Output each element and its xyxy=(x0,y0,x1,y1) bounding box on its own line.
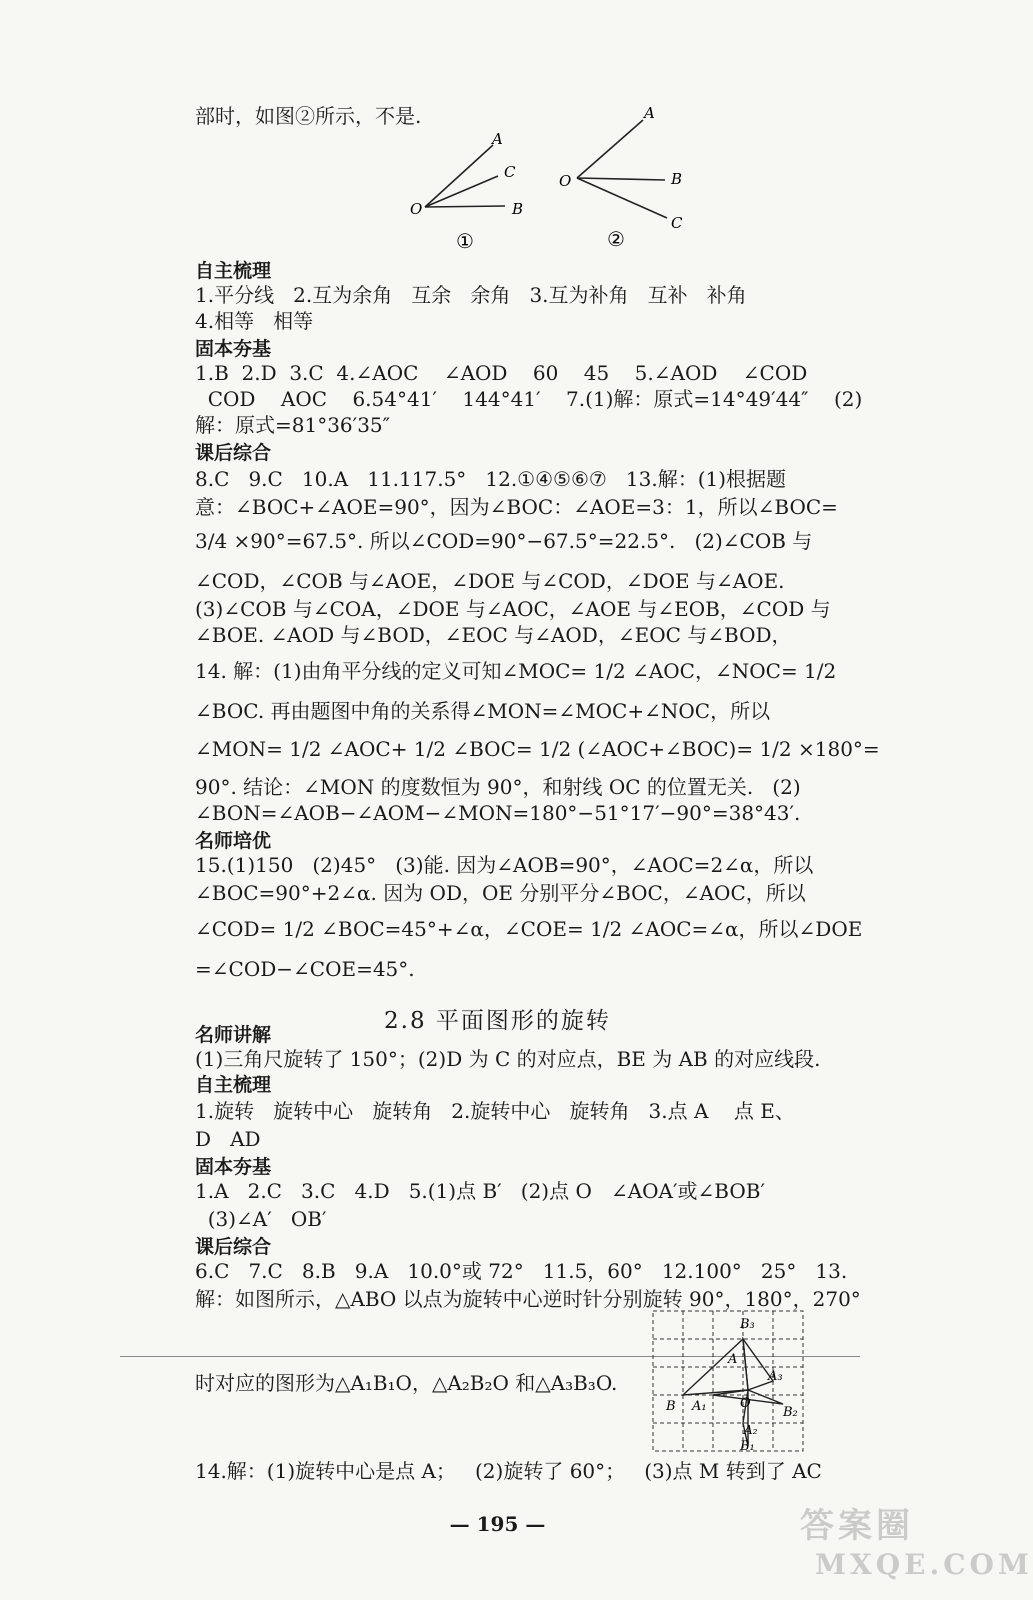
angle-figure-1 xyxy=(400,120,550,255)
answer-line: (3)∠COB 与∠COA，∠DOE 与∠AOC，∠AOE 与∠EOB，∠COD 与 xyxy=(195,597,831,621)
answer-line: 14. 解：(1)由角平分线的定义可知∠MOC= 1/2 ∠AOC，∠NOC= 1/2 xyxy=(195,659,837,683)
answer-line: ∠BOC=90°+2∠α. 因为 OD，OE 分别平分∠BOC，∠AOC，所以 xyxy=(195,881,806,905)
section-heading: 课后综合 xyxy=(195,1236,272,1258)
answer-line: 4.相等 相等 xyxy=(195,309,314,333)
fig2-label-b: B xyxy=(671,170,683,188)
answer-line: 解：如图所示，△ABO 以点为旋转中心逆时针分别旋转 90°，180°，270° xyxy=(195,1287,861,1311)
answer-line: D AD xyxy=(195,1127,261,1151)
answer-line: ∠BOE. ∠AOD 与∠BOD，∠EOC 与∠AOD，∠EOC 与∠BOD， xyxy=(195,623,792,647)
answer-line: 1.旋转 旋转中心 旋转角 2.旋转中心 旋转角 3.点 A 点 E、 xyxy=(195,1099,795,1123)
answer-line: 15.(1)150 (2)45° (3)能. 因为∠AOB=90°，∠AOC=2∠α，所以 xyxy=(195,853,814,877)
grid-label-o: O xyxy=(740,1396,751,1411)
grid-label-a1: A₁ xyxy=(692,1399,707,1414)
section-heading: 自主梳理 xyxy=(195,260,272,282)
angle-figure-2 xyxy=(555,100,705,250)
answer-line: 1.平分线 2.互为余角 互余 余角 3.互为补角 互补 补角 xyxy=(195,283,747,307)
answer-line: 8.C 9.C 10.A 11.117.5° 12.①④⑤⑥⑦ 13.解：(1)根据题 xyxy=(195,467,787,491)
section-heading: 固本夯基 xyxy=(195,1156,272,1178)
section-heading: 自主梳理 xyxy=(195,1074,272,1096)
answer-line: 14.解：(1)旋转中心是点 A； (2)旋转了 60°； (3)点 M 转到了 AC xyxy=(195,1459,822,1483)
top-line: 部时，如图②所示，不是. xyxy=(195,104,422,128)
answer-line: 时对应的图形为△A₁B₁O，△A₂B₂O 和△A₃B₃O. xyxy=(195,1371,618,1395)
grid-label-a: A xyxy=(728,1352,738,1367)
answer-line: 解：原式=81°36′35″ xyxy=(195,413,391,437)
answer-line: COD AOC 6.54°41′ 144°41′ 7.(1)解：原式=14°49′44″ (2) xyxy=(195,387,863,411)
fig2-label-o: O xyxy=(559,172,572,190)
section-title: 2.8 平面图形的旋转 xyxy=(384,1008,611,1034)
answer-line: 3/4 ×90°=67.5°. 所以∠COD=90°−67.5°=22.5°. (2)∠COB 与 xyxy=(195,529,813,553)
fig1-caption: ① xyxy=(456,229,474,253)
answer-line: 1.A 2.C 3.C 4.D 5.(1)点 B′ (2)点 O ∠AOA′或∠BOB′ xyxy=(195,1179,765,1203)
fig1-label-b: B xyxy=(512,200,524,218)
answer-line: (3)∠A′ OB′ xyxy=(195,1207,327,1231)
fig1-label-o: O xyxy=(410,200,423,218)
section-heading: 课后综合 xyxy=(195,442,272,464)
fig1-label-a: A xyxy=(492,130,503,148)
rotation-grid-figure xyxy=(648,1306,808,1456)
answer-line: =∠COD−∠COE=45°. xyxy=(195,957,415,981)
fig2-caption: ② xyxy=(607,227,625,251)
answer-line: 1.B 2.D 3.C 4.∠AOC ∠AOD 60 45 5.∠AOD ∠COD xyxy=(195,361,808,385)
page-number: — 195 — xyxy=(449,1512,546,1536)
section-heading: 固本夯基 xyxy=(195,338,272,360)
fig2-label-c: C xyxy=(671,214,683,232)
answer-line: ∠BON=∠AOB−∠AOM−∠MON=180°−51°17′−90°=38°43′. xyxy=(195,801,801,825)
answer-line: 6.C 7.C 8.B 9.A 10.0°或 72° 11.5，60° 12.100° 25° 13. xyxy=(195,1259,848,1283)
section-heading: 名师培优 xyxy=(195,830,272,852)
section-heading: 名师讲解 xyxy=(195,1024,272,1046)
answer-line: 90°. 结论：∠MON 的度数恒为 90°，和射线 OC 的位置无关. (2) xyxy=(195,775,801,799)
answer-line: (1)三角尺旋转了 150°；(2)D 为 C 的对应点，BE 为 AB 的对应线段. xyxy=(195,1047,821,1071)
answer-line: ∠COD，∠COB 与∠AOE，∠DOE 与∠COD，∠DOE 与∠AOE. xyxy=(195,569,785,593)
grid-label-b3: B₃ xyxy=(740,1317,755,1332)
grid-label-a2: A₂ xyxy=(744,1423,758,1437)
fig2-label-a: A xyxy=(644,104,655,122)
grid-label-b: B xyxy=(666,1399,676,1414)
watermark-logo: 答案圈 xyxy=(800,1506,914,1546)
answer-line: ∠BOC. 再由题图中角的关系得∠MON=∠MOC+∠NOC，所以 xyxy=(195,699,771,723)
grid-label-a3: A₃ xyxy=(768,1369,783,1384)
grid-label-b2: B₂ xyxy=(783,1405,798,1420)
fig1-label-c: C xyxy=(504,163,516,181)
watermark-url: MXQE.COM xyxy=(815,1548,1033,1581)
answer-line: ∠COD= 1/2 ∠BOC=45°+∠α，∠COE= 1/2 ∠AOC=∠α，所以∠DOE xyxy=(195,917,863,941)
answer-line: 意：∠BOC+∠AOE=90°，因为∠BOC：∠AOE=3：1，所以∠BOC= xyxy=(195,495,838,519)
answer-line: ∠MON= 1/2 ∠AOC+ 1/2 ∠BOC= 1/2 (∠AOC+∠BOC)= 1/2 ×180°= xyxy=(195,737,880,761)
grid-label-b1: B₁ xyxy=(740,1439,755,1454)
